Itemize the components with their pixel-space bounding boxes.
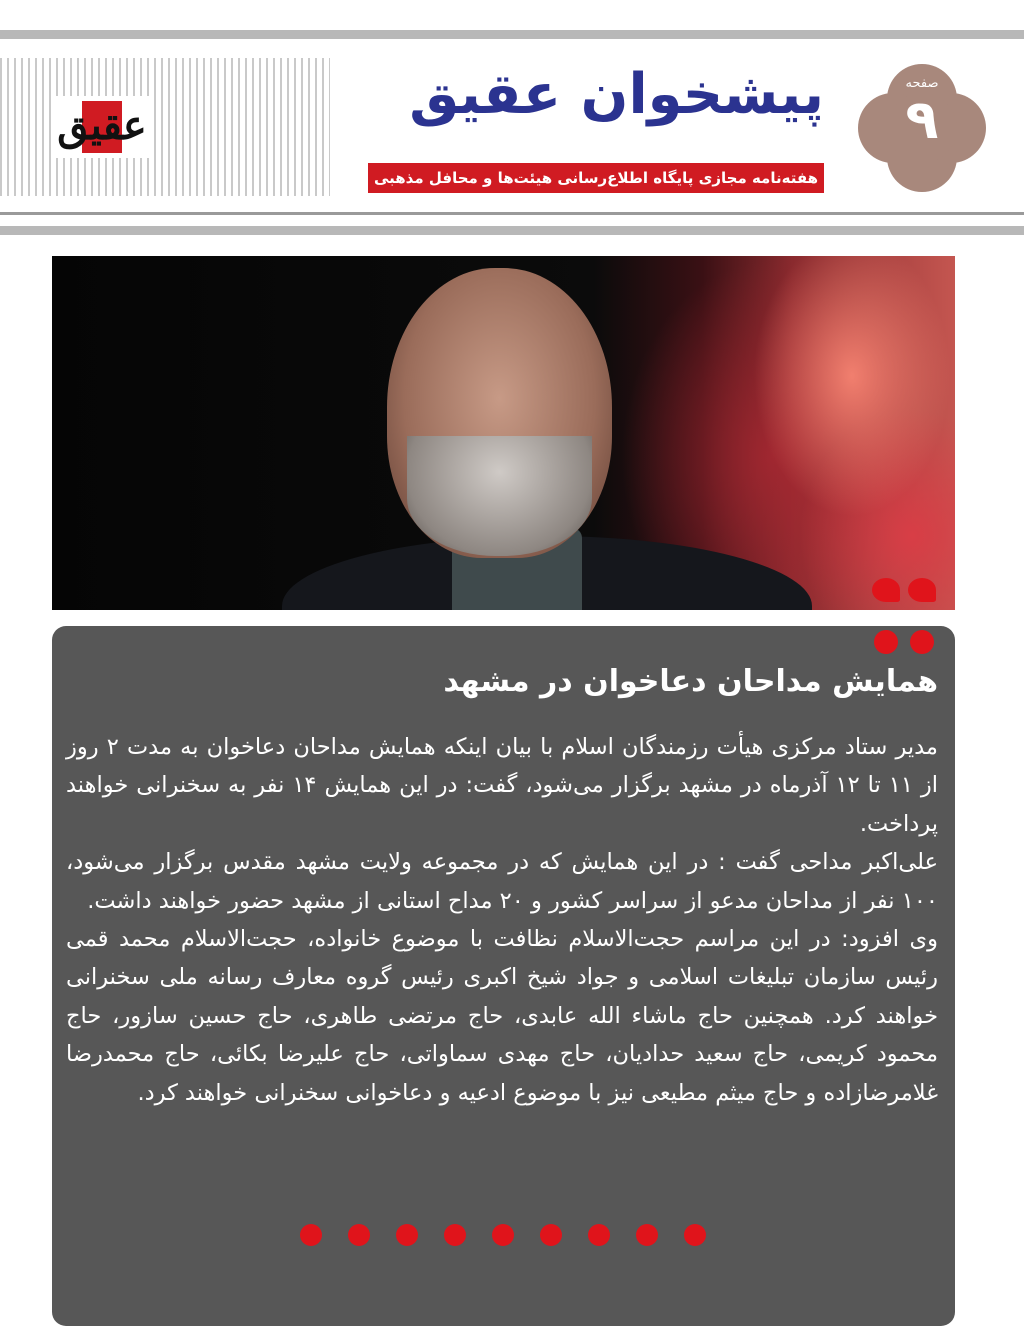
article-headline: همایش مداحان دعاخوان در مشهد [443, 664, 938, 699]
header-divider-thick [0, 226, 1024, 235]
dot-icon [444, 1224, 466, 1246]
masthead-subtitle: هفته‌نامه مجازی پایگاه اطلاع‌رسانی هیئت‌ها و محافل مذهبی [368, 163, 824, 193]
striped-banner [0, 58, 330, 196]
article-paragraph: مدیر ستاد مرکزی هیأت رزمندگان اسلام با بیان اینکه همایش مداحان دعاخوان به مدت ۲ روز از ۱۱ تا ۱۲ آذرماه در مشهد برگزار می‌شود، گفت: در این همایش ۱۴ نفر به سخنرانی خواهند پرداخت. [66, 734, 939, 837]
page-label: صفحه [905, 76, 939, 91]
decorative-dots [300, 1224, 720, 1246]
article-paragraph: علی‌اکبر مداحی گفت : در این همایش که در مجموعه ولایت مشهد مقدس برگزار می‌شود، ۱۰۰ نفر از مداحان مدعو از سراسر کشور و ۲۰ مداح استانی از مشهد حضور خواهند داشت. [66, 849, 938, 914]
top-rule [0, 30, 1024, 39]
quote-mark-icon [902, 578, 942, 658]
article-photo [52, 256, 955, 610]
dot-icon [396, 1224, 418, 1246]
page-number: ۹ [905, 88, 939, 151]
header-divider-thin [0, 212, 1024, 215]
photo-beard [407, 436, 592, 556]
dot-icon [348, 1224, 370, 1246]
dot-icon [588, 1224, 610, 1246]
masthead-title: پیشخوان عقیق [409, 62, 824, 127]
dot-icon [540, 1224, 562, 1246]
dot-icon [492, 1224, 514, 1246]
quote-mark-icon [866, 578, 906, 658]
dot-icon [636, 1224, 658, 1246]
dot-icon [300, 1224, 322, 1246]
article-paragraph: وی افزود: در این مراسم حجت‌الاسلام نظافت با موضوع خانواده، حجت‌الاسلام محمد قمی رئیس سازمان تبلیغات اسلامی و جواد شیخ اکبری رئیس گروه معارف رسانه ملی سخنرانی خواهند کرد. همچنین حاج ماشاء الله عابدی، حاج مرتضی طاهری، حاج حسین سازور، حاج محمود کریمی، حاج سعید حدادیان، حاج مهدی سماواتی، حاج علیرضا بکائی، حاج محمدرضا غلامرضازاده و حاج میثم مطیعی نیز با موضوع ادعیه و دعاخوانی سخنرانی خواهند کرد. [66, 926, 938, 1106]
dot-icon [684, 1224, 706, 1246]
article-body [66, 728, 938, 1112]
aghigh-logo: عقیق [57, 101, 147, 149]
